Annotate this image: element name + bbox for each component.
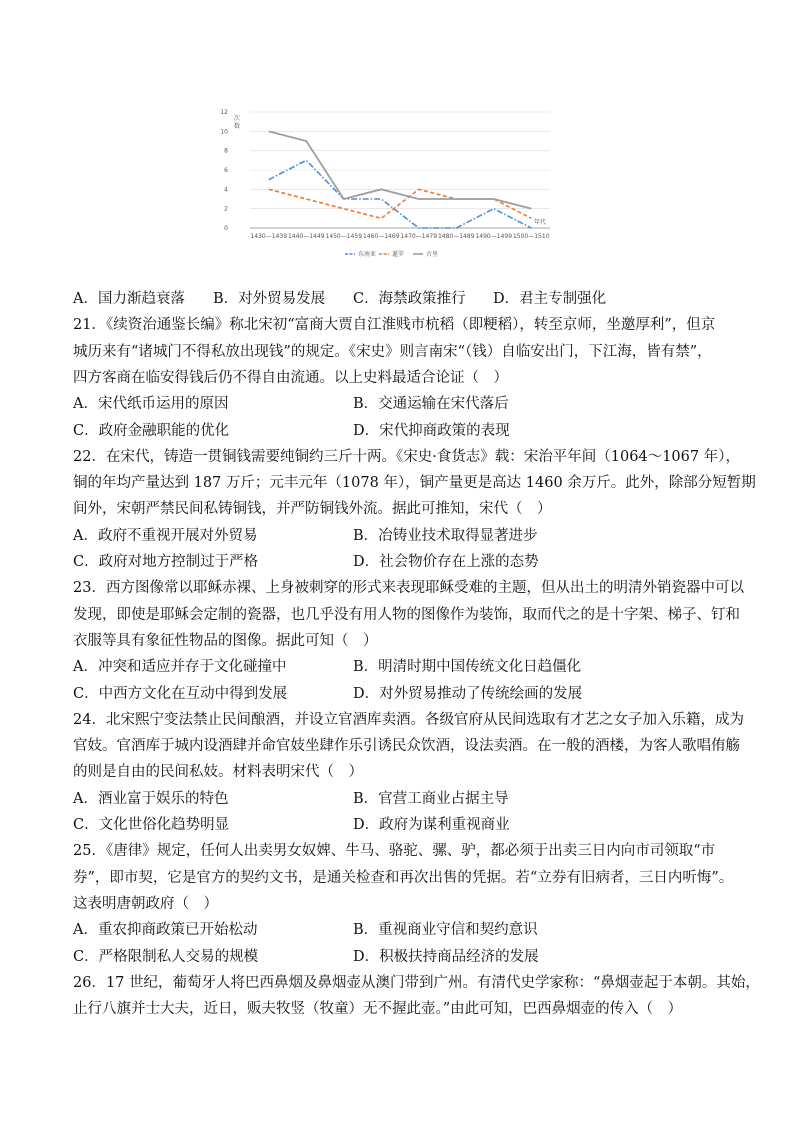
line-chart [200,90,560,280]
answer-option: A．国力渐趋衰落 [73,291,185,307]
question-stem-line: 止行八旗并士大夫，近日，贩夫牧竖（牧童）无不握此壶。”由此可知，巴西鼻烟壶的传入（ ） [73,1001,683,1018]
chart-svg [200,90,560,280]
x-tick-label: 1430—1439 [250,233,288,240]
legend-entry: 古里 [426,251,439,258]
question-stem-line: 26．17 世纪，葡萄牙人将巴西鼻烟及鼻烟壶从澳门带到广州。有清代史学家称：“鼻烟壶起于本朝。其始， [73,974,760,991]
y-axis-label: 次 [234,115,241,122]
x-tick-label: 1490—1499 [475,233,513,240]
answer-option: B．冶铸业技术取得显著进步 [353,527,538,544]
y-tick-label: 6 [224,167,228,174]
answer-option: D．对外贸易推动了传统绘画的发展 [353,685,583,702]
x-tick-label: 1450—1459 [325,233,363,240]
answer-option: B．交通运输在宋代落后 [353,396,509,413]
question-stem-line: 券”，即市契，它是官方的契约文书，是通关检查和再次出售的凭据。若“立券有旧病者，三日内听悔”。 [73,869,734,886]
question-stem-line: 的则是自由的民间私妓。材料表明宋代（ ） [73,764,363,781]
answer-option: C．严格限制私人交易的规模 [73,948,259,965]
question-stem-line: 21．《续资治通鉴长编》称北宋初“富商大贾自江淮贱市杭稻（即粳稻），转至京师，坐邀厚利”，但京 [73,317,716,334]
answer-option: C．中西方文化在互动中得到发展 [73,685,288,702]
answer-option: C．文化世俗化趋势明显 [73,817,230,833]
question-stem-line: 22．在宋代，铸造一贯铜钱需要纯铜约三斤十两。《宋史·食货志》载：宋治平年间（1064～1067 年）， [73,448,740,465]
answer-option: A．冲突和适应并存于文化碰撞中 [73,659,287,676]
question-stem-line: 四方客商在临安得钱后仍不得自由流通。以上史料最适合论证（ ） [73,369,508,386]
answer-option: B．官营工商业占据主导 [353,790,509,807]
answer-option: A．宋代纸币运用的原因 [73,396,229,413]
answer-option: A．酒业富于娱乐的特色 [73,790,229,807]
answer-option: D．社会物价存在上涨的态势 [353,554,539,570]
question-stem-line: 23．西方图像常以耶稣赤裸、上身被刺穿的形式来表现耶稣受难的主题，但从出土的明清外销瓷器中可以 [73,580,744,597]
x-tick-label: 1500—1510 [512,233,550,240]
legend-entry: 暹罗 [392,251,405,258]
answer-option: A．政府不重视开展对外贸易 [73,527,258,544]
answer-option: C．海禁政策推行 [353,291,466,307]
answer-option: D．积极扶持商品经济的发展 [353,948,539,965]
answer-option: B．重视商业守信和契约意识 [353,922,538,939]
x-axis-label: 年代 [533,219,547,226]
question-stem-line: 官妓。官酒库于城内设酒肆并命官妓坐肆作乐引诱民众饮酒，设法卖酒。在一般的酒楼，为客人歌唱侑觞 [73,738,740,755]
x-tick-label: 1460—1469 [362,233,400,240]
y-tick-label: 8 [224,147,228,155]
question-stem-line: 24．北宋熙宁变法禁止民间酿酒，并设立官酒库卖酒。各级官府从民间选取有才艺之女子加入乐籍，成为 [73,711,744,728]
question-stem-line: 铜的年均产量达到 187 万斤；元丰元年（1078 年），铜产量更是高达 1460 余万斤。此外，除部分短暂期 [73,475,756,492]
x-tick-label: 1440—1449 [287,233,325,240]
answer-option: D．政府为谋利重视商业 [353,817,510,833]
question-stem-line: 发现，即使是耶稣会定制的瓷器，也几乎没有用人物的图像作为装饰，取而代之的是十字架、梯子、钉和 [73,606,740,623]
answer-option: D．君主专制强化 [493,291,607,307]
x-tick-label: 1470—1479 [400,233,438,240]
question-stem-line: 间外，宋朝严禁民间私铸铜钱，并严防铜钱外流。据此可推知，宋代（ ） [73,501,552,518]
answer-option: B．对外贸易发展 [213,291,326,307]
y-tick-label: 0 [224,225,228,232]
answer-option: D．宋代抑商政策的表现 [353,422,510,439]
legend-entry: 东南亚 [358,251,377,258]
y-tick-label: 10 [220,128,228,136]
y-axis-label: 数 [234,123,241,130]
y-tick-label: 4 [224,186,228,194]
answer-option: A．重农抑商政策已开始松动 [73,922,258,939]
y-tick-label: 12 [220,109,228,116]
question-stem-line: 这表明唐朝政府（ ） [73,895,218,912]
x-tick-label: 1480—1489 [437,233,475,240]
question-stem-line: 衣服等具有象征性物品的图像。据此可知（ ） [73,632,378,649]
answer-option: C．政府金融职能的优化 [73,422,230,439]
answer-option: B．明清时期中国传统文化日趋僵化 [353,659,582,676]
y-tick-label: 2 [224,205,228,213]
question-stem-line: 25．《唐律》规定，任何人出卖男女奴婢、牛马、骆驼、骡、驴，都必须于出卖三日内向市司领取“市 [73,843,716,860]
answer-option: C．政府对地方控制过于严格 [73,554,259,570]
question-stem-line: 城历来有“诸城门不得私放出现钱”的规定。《宋史》则言南宋“（钱）自临安出门，下江海，皆有禁”， [73,343,712,360]
